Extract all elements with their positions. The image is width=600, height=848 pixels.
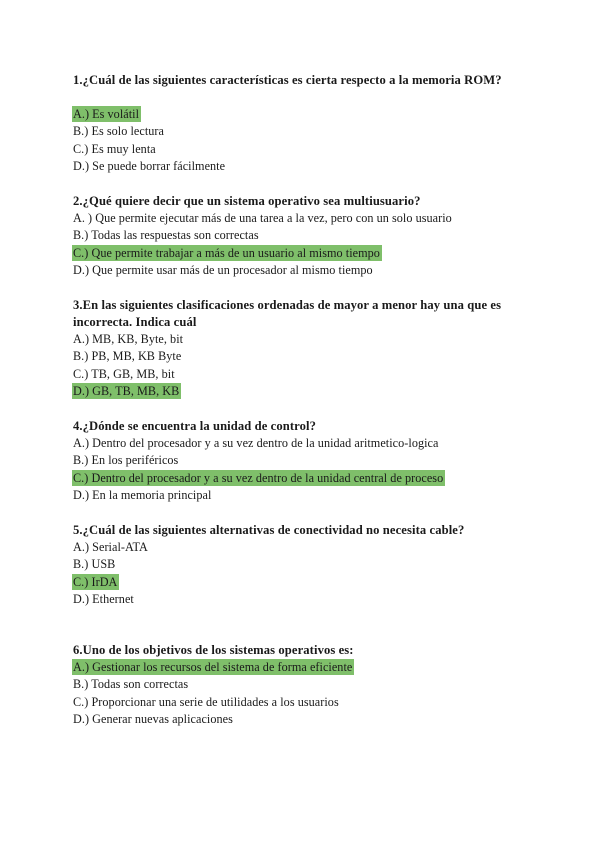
question-1 [73, 72, 533, 176]
option-a [73, 539, 533, 556]
option-a [73, 210, 533, 227]
option-text: A.) Dentro del procesador y a su vez dentro de la unidad aritmetico-logica [73, 436, 439, 450]
option-text: B.) USB [73, 557, 116, 572]
option-text: B.) En los periféricos [73, 453, 179, 468]
option-b [73, 227, 533, 244]
option-text: D.) Generar nuevas aplicaciones [73, 712, 233, 727]
option-text: A.) MB, KB, Byte, bit [73, 332, 184, 346]
option-c [73, 470, 533, 487]
option-text: C.) Es muy lenta [73, 141, 156, 156]
option-c [73, 366, 533, 383]
question-5 [73, 522, 533, 609]
option-d [73, 591, 533, 608]
question-title: 3.En las siguientes clasificaciones ordenadas de mayor a menor hay una que es incorrecta. Indica cuál [73, 298, 502, 329]
option-c [73, 694, 533, 711]
option-a [73, 331, 533, 348]
question-6 [73, 642, 533, 729]
option-text: A. ) Que permite ejecutar más de una tarea a la vez, pero con un solo usuario [73, 211, 452, 225]
question-title: 4.¿Dónde se encuentra la unidad de control? [73, 419, 317, 433]
option-text: B.) Todas las respuestas son correctas [73, 228, 259, 243]
option-d [73, 262, 533, 279]
option-b [73, 676, 533, 693]
option-text: C.) IrDA [73, 574, 118, 589]
option-text: D.) Ethernet [73, 592, 134, 607]
option-text: D.) GB, TB, MB, KB [73, 384, 180, 399]
question-3 [73, 297, 533, 401]
option-text: C.) Dentro del procesador y a su vez dentro de la unidad central de proceso [73, 470, 444, 485]
option-text: D.) Se puede borrar fácilmente [73, 159, 226, 174]
option-a [73, 659, 533, 676]
question-4 [73, 418, 533, 505]
question-title: 1.¿Cuál de las siguientes características es cierta respecto a la memoria ROM? [73, 73, 502, 87]
option-a [73, 435, 533, 452]
option-text: A.) Es volátil [73, 107, 140, 121]
option-text: D.) Que permite usar más de un procesador al mismo tiempo [73, 263, 373, 278]
question-title: 6.Uno de los objetivos de los sistemas operativos es: [73, 643, 354, 657]
question-title: 2.¿Qué quiere decir que un sistema operativo sea multiusuario? [73, 194, 421, 208]
option-c [73, 245, 533, 262]
option-text: D.) En la memoria principal [73, 488, 212, 503]
option-text: C.) TB, GB, MB, bit [73, 366, 175, 381]
option-d [73, 711, 533, 728]
option-text: B.) PB, MB, KB Byte [73, 349, 182, 364]
question-title: 5.¿Cuál de las siguientes alternativas de conectividad no necesita cable? [73, 523, 465, 537]
option-d [73, 383, 533, 400]
question-2 [73, 193, 533, 280]
option-text: B.) Es solo lectura [73, 124, 164, 139]
option-c [73, 141, 533, 158]
option-text: B.) Todas son correctas [73, 677, 189, 692]
option-b [73, 123, 533, 140]
option-a [73, 106, 533, 123]
option-text: A.) Gestionar los recursos del sistema de forma eficiente [73, 660, 353, 674]
option-text: C.) Que permite trabajar a más de un usuario al mismo tiempo [73, 245, 380, 260]
option-c [73, 574, 533, 591]
option-b [73, 556, 533, 573]
option-text: A.) Serial-ATA [73, 540, 148, 554]
option-text: C.) Proporcionar una serie de utilidades a los usuarios [73, 694, 339, 709]
option-b [73, 348, 533, 365]
option-d [73, 158, 533, 175]
option-d [73, 487, 533, 504]
option-b [73, 452, 533, 469]
